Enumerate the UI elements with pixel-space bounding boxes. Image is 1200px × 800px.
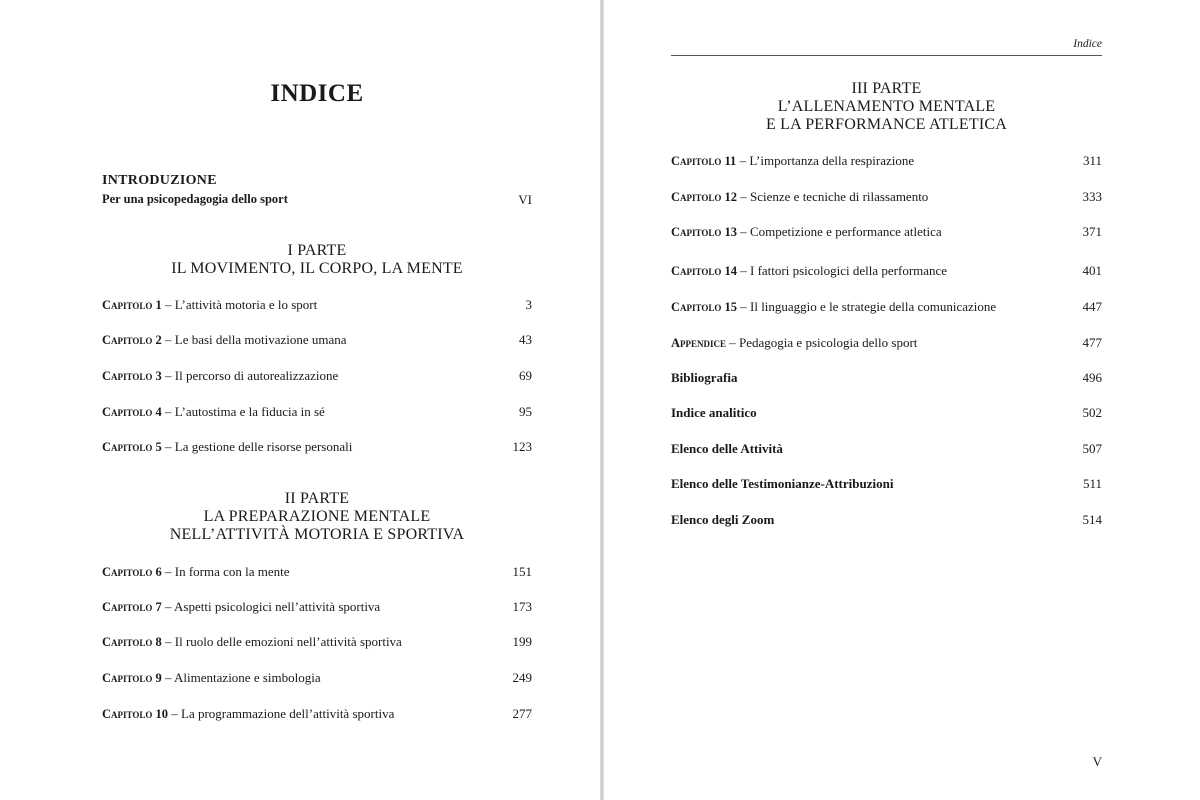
header-rule [671, 55, 1102, 56]
separator: – [736, 153, 750, 168]
chapter-title: I fattori psicologici della performance [750, 263, 948, 278]
part-3-heading-line: L’ALLENAMENTO MENTALE [777, 98, 996, 115]
page-number: 173 [512, 599, 532, 614]
part-2-heading-line: NELL’ATTIVITÀ MOTORIA E SPORTIVA [169, 526, 465, 543]
page-number: 502 [1082, 405, 1102, 420]
separator: – [161, 564, 175, 579]
separator: – [161, 634, 175, 649]
part-2-heading [0, 490, 634, 544]
chapter-prefix: Capitolo 10 [102, 707, 168, 721]
separator: – [161, 599, 175, 614]
part-1-heading [0, 242, 634, 278]
intro-subtitle: Per una psicopedagogia dello sport [102, 192, 288, 206]
page-number: 311 [1082, 153, 1102, 168]
part-1-heading-line: IL MOVIMENTO, IL CORPO, LA MENTE [171, 260, 463, 277]
intro-heading: INTRODUZIONE [102, 173, 217, 188]
page-number: 199 [512, 634, 532, 649]
part-2-heading-line: LA PREPARAZIONE MENTALE [203, 508, 431, 525]
toc-entry-chapter-4[interactable] [102, 403, 532, 421]
toc-entry-chapter-9[interactable] [102, 669, 532, 687]
page-number: 447 [1082, 299, 1102, 314]
page-number: 507 [1082, 441, 1102, 456]
chapter-prefix: Capitolo 13 [671, 225, 737, 239]
toc-entry-chapter-1[interactable] [102, 296, 532, 314]
toc-entry-indice-analitico[interactable] [671, 404, 1102, 422]
page-number: 401 [1082, 263, 1102, 278]
separator: – [161, 404, 175, 419]
page-number: 514 [1082, 512, 1102, 527]
chapter-prefix: Capitolo 14 [671, 264, 737, 278]
chapter-title: Il ruolo delle emozioni nell’attività sportiva [174, 634, 402, 649]
page-number: 123 [512, 439, 532, 454]
toc-entry-chapter-2[interactable] [102, 331, 532, 349]
entry-title: Elenco delle Testimonianze-Attribuzioni [671, 476, 894, 491]
entry-title: Elenco degli Zoom [671, 512, 775, 527]
chapter-title: Scienze e tecniche di rilassamento [750, 189, 929, 204]
running-head: Indice [1073, 38, 1102, 50]
toc-entry-chapter-13[interactable] [671, 223, 1102, 241]
separator: – [737, 299, 750, 314]
chapter-prefix: Capitolo 8 [102, 635, 162, 649]
chapter-prefix: Capitolo 2 [102, 333, 162, 347]
right-page [604, 0, 1200, 800]
separator: – [161, 670, 175, 685]
toc-entry-elenco-testimonianze[interactable] [671, 475, 1102, 493]
page-number: 371 [1082, 224, 1102, 239]
chapter-prefix: Capitolo 3 [102, 369, 162, 383]
chapter-title: Competizione e performance atletica [750, 224, 942, 239]
chapter-prefix: Capitolo 6 [102, 565, 162, 579]
chapter-title: In forma con la mente [174, 564, 290, 579]
page-folio: V [1092, 754, 1102, 769]
chapter-prefix: Appendice [671, 336, 727, 350]
page-number: 511 [1082, 476, 1102, 491]
chapter-prefix: Capitolo 5 [102, 440, 162, 454]
page-number: 333 [1082, 189, 1102, 204]
toc-entry-chapter-14[interactable] [671, 262, 1102, 280]
part-1-heading-line: I PARTE [287, 242, 347, 259]
separator: – [737, 263, 750, 278]
chapter-title: Il percorso di autorealizzazione [174, 368, 339, 383]
chapter-prefix: Capitolo 11 [671, 154, 737, 168]
separator: – [161, 439, 175, 454]
toc-entry-chapter-15[interactable] [671, 298, 1102, 316]
chapter-title: Le basi della motivazione umana [174, 332, 347, 347]
entry-title: Bibliografia [671, 370, 738, 385]
part-3-heading-line: III PARTE [851, 80, 922, 97]
toc-entry-elenco-attivita[interactable] [671, 440, 1102, 458]
chapter-title: La programmazione dell’attività sportiva [181, 706, 395, 721]
separator: – [726, 335, 740, 350]
intro-page-number: VI [518, 192, 532, 207]
toc-entry-chapter-7[interactable] [102, 598, 532, 616]
page-number: 69 [519, 368, 532, 383]
toc-entry-chapter-3[interactable] [102, 367, 532, 385]
toc-entry-chapter-8[interactable] [102, 633, 532, 651]
toc-entry-elenco-zoom[interactable] [671, 511, 1102, 529]
chapter-title: Alimentazione e simbologia [174, 670, 321, 685]
separator: – [161, 332, 175, 347]
chapter-title: Aspetti psicologici nell’attività sportiva [174, 599, 381, 614]
toc-entry-chapter-5[interactable] [102, 438, 532, 456]
chapter-prefix: Capitolo 7 [102, 600, 162, 614]
entry-title: Elenco delle Attività [671, 441, 783, 456]
part-2-heading-line: II PARTE [284, 490, 350, 507]
page-number: 477 [1082, 335, 1102, 350]
chapter-title: Pedagogia e psicologia dello sport [739, 335, 918, 350]
chapter-prefix: Capitolo 9 [102, 671, 162, 685]
part-3-heading-line: E LA PERFORMANCE ATLETICA [765, 116, 1007, 133]
separator: – [737, 224, 750, 239]
chapter-prefix: Capitolo 15 [671, 300, 737, 314]
page-title: INDICE [270, 80, 364, 107]
chapter-title: Il linguaggio e le strategie della comunicazione [750, 299, 997, 314]
chapter-prefix: Capitolo 12 [671, 190, 737, 204]
separator: – [161, 297, 175, 312]
page-number: 95 [519, 404, 532, 419]
toc-entry-chapter-11[interactable] [671, 152, 1102, 170]
chapter-title: L’attività motoria e lo sport [174, 297, 318, 312]
separator: – [161, 368, 175, 383]
page-number: 277 [512, 706, 532, 721]
toc-entry-chapter-12[interactable] [671, 188, 1102, 206]
separator: – [737, 189, 750, 204]
toc-entry-appendix[interactable] [671, 334, 1102, 352]
chapter-title: L’autostima e la fiducia in sé [174, 404, 325, 419]
toc-entry-chapter-10[interactable] [102, 705, 532, 723]
page-number: 496 [1082, 370, 1102, 385]
chapter-title: L’importanza della respirazione [749, 153, 915, 168]
entry-title: Indice analitico [671, 405, 757, 420]
page-number: 3 [525, 297, 532, 312]
page-number: 151 [512, 564, 532, 579]
toc-entry-chapter-6[interactable] [102, 563, 532, 581]
chapter-title: La gestione delle risorse personali [174, 439, 353, 454]
chapter-prefix: Capitolo 4 [102, 405, 162, 419]
separator: – [168, 706, 181, 721]
toc-entry-bibliografia[interactable] [671, 369, 1102, 387]
page-number: 43 [519, 332, 532, 347]
page-number: 249 [512, 670, 532, 685]
part-3-heading [671, 80, 1102, 134]
chapter-prefix: Capitolo 1 [102, 298, 162, 312]
